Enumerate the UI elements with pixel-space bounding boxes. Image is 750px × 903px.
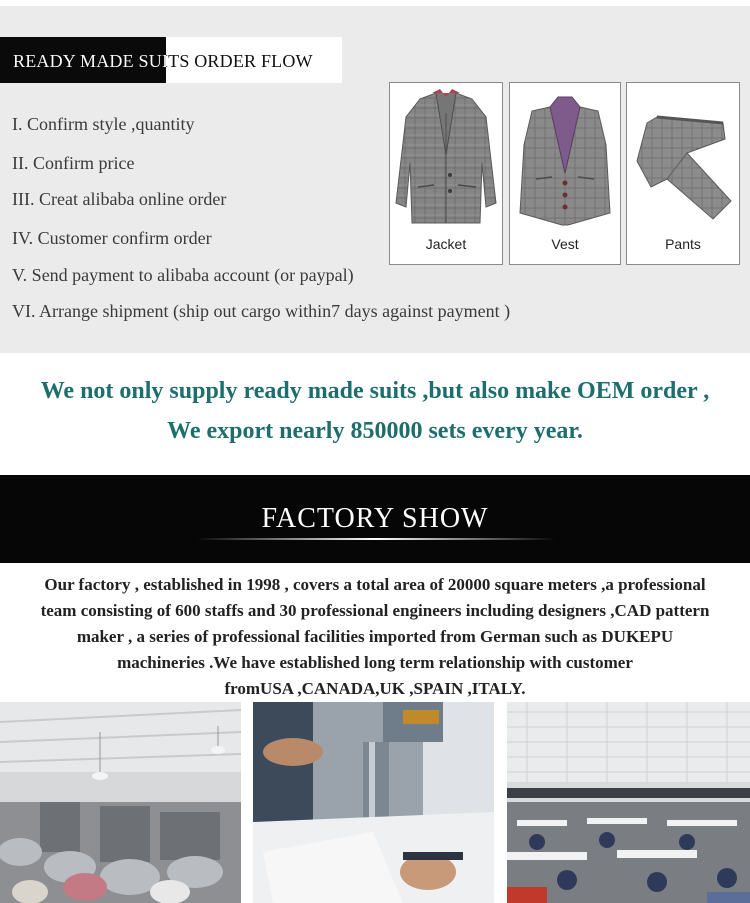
fabric-warehouse-photo — [0, 702, 241, 903]
factory-description-line-5: fromUSA ,CANADA,UK ,SPAIN ,ITALY. — [224, 679, 526, 698]
order-step-4: IV. Customer confirm order — [12, 228, 212, 248]
vest-image — [510, 83, 620, 233]
order-step-5: V. Send payment to alibaba account (or paypal) — [12, 265, 354, 285]
factory-description-line-3: maker , a series of professional facilities imported from German such as DUKEPU — [76, 627, 674, 646]
pants-image — [627, 83, 739, 233]
sewing-workshop-photo — [507, 702, 750, 903]
vest-label: Vest — [551, 236, 579, 252]
top-divider — [0, 0, 750, 6]
pants-card — [626, 82, 740, 265]
oem-statement-line-2: We export nearly 850000 sets every year. — [167, 418, 583, 444]
order-flow-title: READY MADE SUITS ORDER FLOW — [13, 51, 313, 71]
factory-show-title: FACTORY SHOW — [261, 503, 489, 534]
factory-description-line-4: machineries .We have established long term relationship with customer — [117, 653, 633, 672]
jacket-card — [389, 82, 503, 265]
vest-card — [509, 82, 621, 265]
order-step-1: I. Confirm style ,quantity — [12, 114, 195, 134]
pants-label: Pants — [665, 236, 701, 252]
factory-description-line-1: Our factory , established in 1998 , covers a total area of 20000 square meters ,a professional — [44, 575, 706, 594]
oem-statement-line-1: We not only supply ready made suits ,but also make OEM order , — [40, 378, 710, 404]
order-step-6: VI. Arrange shipment (ship out cargo within7 days against payment ) — [12, 301, 511, 321]
order-step-3: III. Creat alibaba online order — [12, 189, 227, 209]
order-step-2: II. Confirm price — [12, 153, 135, 173]
factory-show-banner — [0, 475, 750, 563]
jacket-image — [390, 83, 502, 233]
order-flow-title-box — [0, 37, 342, 83]
cutting-machine-photo — [253, 702, 494, 903]
order-flow-section — [0, 0, 750, 353]
factory-description-line-2: team consisting of 600 staffs and 30 professional engineers including designers ,CAD pattern — [40, 601, 710, 620]
banner-underline — [196, 538, 556, 540]
jacket-label: Jacket — [425, 236, 467, 252]
